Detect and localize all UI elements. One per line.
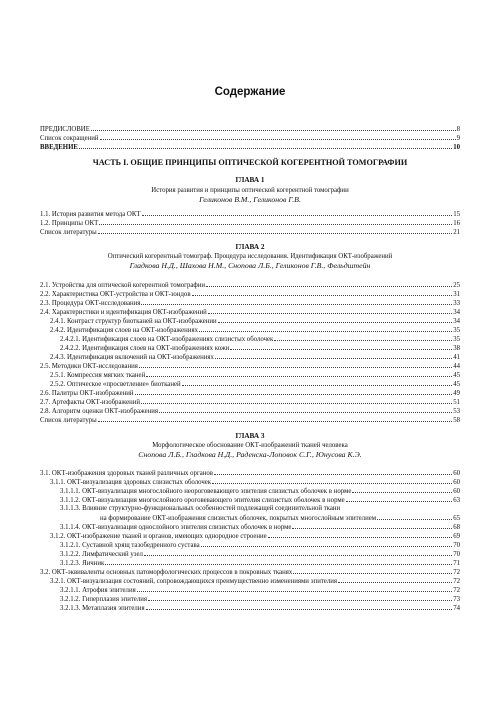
toc-entry-label: 2.8. Алгоритм оценки ОКТ-изображения <box>40 408 158 415</box>
toc-entry[interactable] <box>60 504 460 513</box>
toc-entry-page: 58 <box>453 417 460 424</box>
toc-entry-page: 49 <box>453 390 460 397</box>
leader-dots <box>79 142 452 149</box>
toc-entry-label: 2.5.2. Оптическое «просветление» биотканей <box>50 381 181 388</box>
toc-entry-continuation[interactable] <box>100 513 460 522</box>
leader-dots <box>182 379 453 386</box>
toc-entry[interactable] <box>40 218 460 227</box>
toc-entry[interactable] <box>60 343 460 352</box>
toc-entry-page: 70 <box>453 542 460 549</box>
leader-dots <box>268 531 453 538</box>
toc-entry[interactable] <box>60 334 460 343</box>
toc-entry[interactable] <box>60 540 460 549</box>
leader-dots <box>105 558 452 565</box>
toc-entry-page: 74 <box>453 605 460 612</box>
toc-entry-label: 3.1.2. ОКТ-изображение тканей и органов, имеющих однородное строение <box>50 533 267 540</box>
toc-entry[interactable] <box>40 209 460 218</box>
toc-entry-label: 3.2. ОКТ-эквиваленты основных патоморфологических процессов в покровных тканях <box>40 569 293 576</box>
leader-dots <box>212 477 452 484</box>
chapter-subtitle: История развития и принципы оптической когерентной томографии <box>151 187 349 194</box>
toc-entry-page: 71 <box>453 560 460 567</box>
toc-entry-page: 65 <box>453 515 460 522</box>
toc-entry[interactable] <box>60 585 460 594</box>
toc-entry[interactable] <box>40 227 460 236</box>
toc-entry-label: 2.7. Артефакты ОКТ-изображений <box>40 399 140 406</box>
leader-dots <box>338 576 452 583</box>
toc-entry-label: 3.1.1.3. Влияние структурно-функциональных особенностей подлежащей соединительной ткани <box>60 505 341 512</box>
toc-entry[interactable] <box>40 298 460 307</box>
toc-entry-page: 70 <box>453 551 460 558</box>
toc-entry[interactable] <box>60 603 460 612</box>
toc-entry-page: 72 <box>453 578 460 585</box>
toc-entry-page: 38 <box>453 345 460 352</box>
toc-entry-label: 1.2. Принципы ОКТ <box>40 220 99 227</box>
chapter-subtitle: Оптический когерентный томограф. Процедура исследования. Идентификация ОКТ-изображений <box>107 253 393 260</box>
leader-dots <box>98 415 452 422</box>
toc-entry[interactable] <box>60 522 460 531</box>
toc-entry[interactable] <box>60 549 460 558</box>
toc-entry[interactable] <box>40 397 460 406</box>
toc-entry-page: 69 <box>453 533 460 540</box>
leader-dots <box>142 209 453 216</box>
leader-dots <box>146 603 453 610</box>
toc-entry-page: 45 <box>453 372 460 379</box>
toc-entry-page: 44 <box>453 363 460 370</box>
leader-dots <box>141 298 452 305</box>
toc-entry-page: 33 <box>453 300 460 307</box>
leader-dots <box>100 133 456 140</box>
toc-entry-label: 3.1.2.3. Яичник <box>60 560 105 567</box>
chapter-heading: ГЛАВА 1 <box>235 176 265 184</box>
leader-dots <box>141 397 452 404</box>
leader-dots <box>98 227 452 234</box>
toc-entry-page: 72 <box>453 569 460 576</box>
toc-entry-label: 2.4.3. Идентификация включений на ОКТ-изображениях <box>50 354 214 361</box>
toc-entry-abbreviations[interactable] <box>40 133 460 142</box>
toc-entry[interactable] <box>60 495 460 504</box>
leader-dots <box>192 289 453 296</box>
toc-entry-label: 3.1.1.2. ОКТ-визуализация многослойного ороговевающего эпителия слизистых оболочек в норме <box>60 497 345 504</box>
toc-entry-label: Список литературы <box>40 417 97 424</box>
toc-entry-label: Список литературы <box>40 229 97 236</box>
chapter-authors: Геликонов В.М., Геликонов Г.В. <box>199 195 301 204</box>
toc-entry-page: 41 <box>453 354 460 361</box>
toc-entry-page: 15 <box>453 211 460 218</box>
toc-entry-label: 2.5. Методики ОКТ-исследования <box>40 363 138 370</box>
toc-entry[interactable] <box>50 531 460 540</box>
leader-dots <box>292 522 452 529</box>
leader-dots <box>208 307 452 314</box>
toc-entry-label: 2.4.2. Идентификация слоев на ОКТ-изображениях <box>50 327 198 334</box>
toc-entry-page: 21 <box>453 229 460 236</box>
toc-entry[interactable] <box>50 316 460 325</box>
toc-entry-page: 34 <box>453 318 460 325</box>
toc-entry-label: 2.4. Характеристики и идентификация ОКТ-изображений <box>40 309 207 316</box>
toc-entry[interactable] <box>40 468 460 477</box>
toc-entry[interactable] <box>40 307 460 316</box>
toc-entry-label: 1.1. История развития метода ОКТ <box>40 211 141 218</box>
leader-dots <box>215 352 452 359</box>
toc-entry-label: 3.2.1. ОКТ-визуализация состояний, сопровождающихся преимущественно изменениями эпителия <box>50 578 337 585</box>
toc-entry-page: 60 <box>453 479 460 486</box>
toc-entry[interactable] <box>40 406 460 415</box>
toc-entry-page: 60 <box>453 470 460 477</box>
leader-dots <box>201 540 453 547</box>
toc-entry[interactable] <box>60 486 460 495</box>
toc-entry[interactable] <box>50 576 460 585</box>
leader-dots <box>99 218 452 225</box>
toc-entry-page: 35 <box>453 327 460 334</box>
leader-dots <box>146 370 452 377</box>
leader-dots <box>274 334 452 341</box>
toc-entry[interactable] <box>40 289 460 298</box>
toc-entry[interactable] <box>50 379 460 388</box>
toc-entry-page: 45 <box>453 381 460 388</box>
toc-entry-label: 3.1.1.1. ОКТ-визуализация многослойного неороговевающего эпителия слизистых оболочек в норме <box>60 488 352 495</box>
leader-dots <box>293 567 452 574</box>
leader-dots <box>91 124 456 131</box>
toc-entry-page: 25 <box>453 282 460 289</box>
toc-entry[interactable] <box>40 388 460 397</box>
toc-entry-label: 2.2. Характеристика ОКТ-устройства и ОКТ-зондов <box>40 291 191 298</box>
toc-entry-label: 2.4.2.2. Идентификация слоев на ОКТ-изображениях кожи <box>60 345 230 352</box>
toc-entry-label: 2.4.1. Контраст структур биотканей на ОКТ-изображении <box>50 318 217 325</box>
part-title: ЧАСТЬ I. ОБЩИЕ ПРИНЦИПЫ ОПТИЧЕСКОЙ КОГЕРЕНТНОЙ ТОМОГРАФИИ <box>92 158 408 167</box>
toc-entry[interactable] <box>40 415 460 424</box>
leader-dots <box>139 361 452 368</box>
toc-entry-label: 2.6. Палитры ОКТ-изображений <box>40 390 134 397</box>
leader-dots <box>148 594 452 601</box>
toc-entry-page: 51 <box>453 399 460 406</box>
toc-entry-label: 3.1. ОКТ-изображения здоровых тканей различных органов <box>40 470 213 477</box>
toc-entry-page: 34 <box>453 309 460 316</box>
toc-entry-preface[interactable] <box>40 124 460 133</box>
toc-entry-label: 3.1.1. ОКТ-визуализация здоровых слизистых оболочек <box>50 479 212 486</box>
toc-entry-page: 8 <box>456 126 460 133</box>
toc-entry[interactable] <box>60 594 460 603</box>
toc-entry[interactable] <box>40 567 460 576</box>
toc-entry-label: 3.2.1.3. Метаплазия эпителия <box>60 605 145 612</box>
chapter-heading: ГЛАВА 3 <box>235 432 265 440</box>
toc-entry[interactable] <box>60 558 460 567</box>
leader-dots <box>377 513 452 520</box>
toc-entry[interactable] <box>40 361 460 370</box>
chapter-authors: Снопова Л.Б., Гладкова Н.Д., Раденска-Лоповок С.Г., Юнусова К.Э. <box>138 450 362 459</box>
leader-dots <box>206 280 452 287</box>
toc-entry-label: 3.1.1.4. ОКТ-визуализация однослойного эпителия слизистых оболочек в норме <box>60 524 292 531</box>
toc-entry-label: на формирование ОКТ-изображения слизистых оболочек, покрытых многослойным эпителием <box>100 515 377 522</box>
toc-entry-label: 2.5.1. Компрессия мягких тканей <box>50 372 146 379</box>
toc-entry-label: 3.2.1.2. Гиперплазия эпителия <box>60 596 147 603</box>
toc-entry[interactable] <box>40 280 460 289</box>
leader-dots <box>352 486 452 493</box>
toc-entry-page: 35 <box>453 336 460 343</box>
toc-entry-introduction[interactable] <box>40 142 460 151</box>
toc-entry-page: 63 <box>453 497 460 504</box>
chapter-heading: ГЛАВА 2 <box>235 243 265 251</box>
toc-entry-page: 68 <box>453 524 460 531</box>
leader-dots <box>135 388 453 395</box>
leader-dots <box>218 316 453 323</box>
chapter-subtitle: Морфологическое обоснование ОКТ-изображений тканей человека <box>152 442 348 449</box>
toc-entry-label: 3.1.2.1. Суставной хрящ тазобедренного сустава <box>60 542 200 549</box>
leader-dots <box>137 585 452 592</box>
toc-entry[interactable] <box>50 370 460 379</box>
toc-entry[interactable] <box>50 352 460 361</box>
leader-dots <box>346 495 453 502</box>
toc-entry-label: 2.3. Процедура ОКТ-исследования <box>40 300 141 307</box>
toc-entry-label: ВВЕДЕНИЕ <box>40 144 78 151</box>
leader-dots <box>144 549 452 556</box>
toc-entry-label: ПРЕДИСЛОВИЕ <box>40 126 90 133</box>
leader-dots <box>214 468 452 475</box>
toc-entry-label: 2.1. Устройства для оптической когерентной томографии <box>40 282 206 289</box>
leader-dots <box>230 343 452 350</box>
toc-entry-label: 2.4.2.1. Идентификация слоев на ОКТ-изображениях слизистых оболочек <box>60 336 274 343</box>
toc-entry[interactable] <box>50 325 460 334</box>
leader-dots <box>199 325 452 332</box>
toc-entry-label: 3.1.2.2. Лимфатический узел <box>60 551 143 558</box>
toc-entry-page: 9 <box>456 135 460 142</box>
toc-entry-label: 3.2.1.1. Атрофия эпителия <box>60 587 136 594</box>
toc-entry-page: 73 <box>453 596 460 603</box>
toc-entry-page: 31 <box>453 291 460 298</box>
toc-entry[interactable] <box>50 477 460 486</box>
toc-entry-label: Список сокращений <box>40 135 99 142</box>
toc-title: Содержание <box>214 86 286 98</box>
toc-entry-page: 53 <box>453 408 460 415</box>
leader-dots <box>159 406 452 413</box>
toc-entry-page: 16 <box>453 220 460 227</box>
toc-entry-page: 10 <box>453 144 460 151</box>
toc-entry-page: 60 <box>453 488 460 495</box>
toc-entry-page: 72 <box>453 587 460 594</box>
chapter-authors: Гладкова Н.Д., Шахова Н.М., Снопова Л.Б., Геликонов Г.В., Фельдштейн <box>129 261 371 270</box>
